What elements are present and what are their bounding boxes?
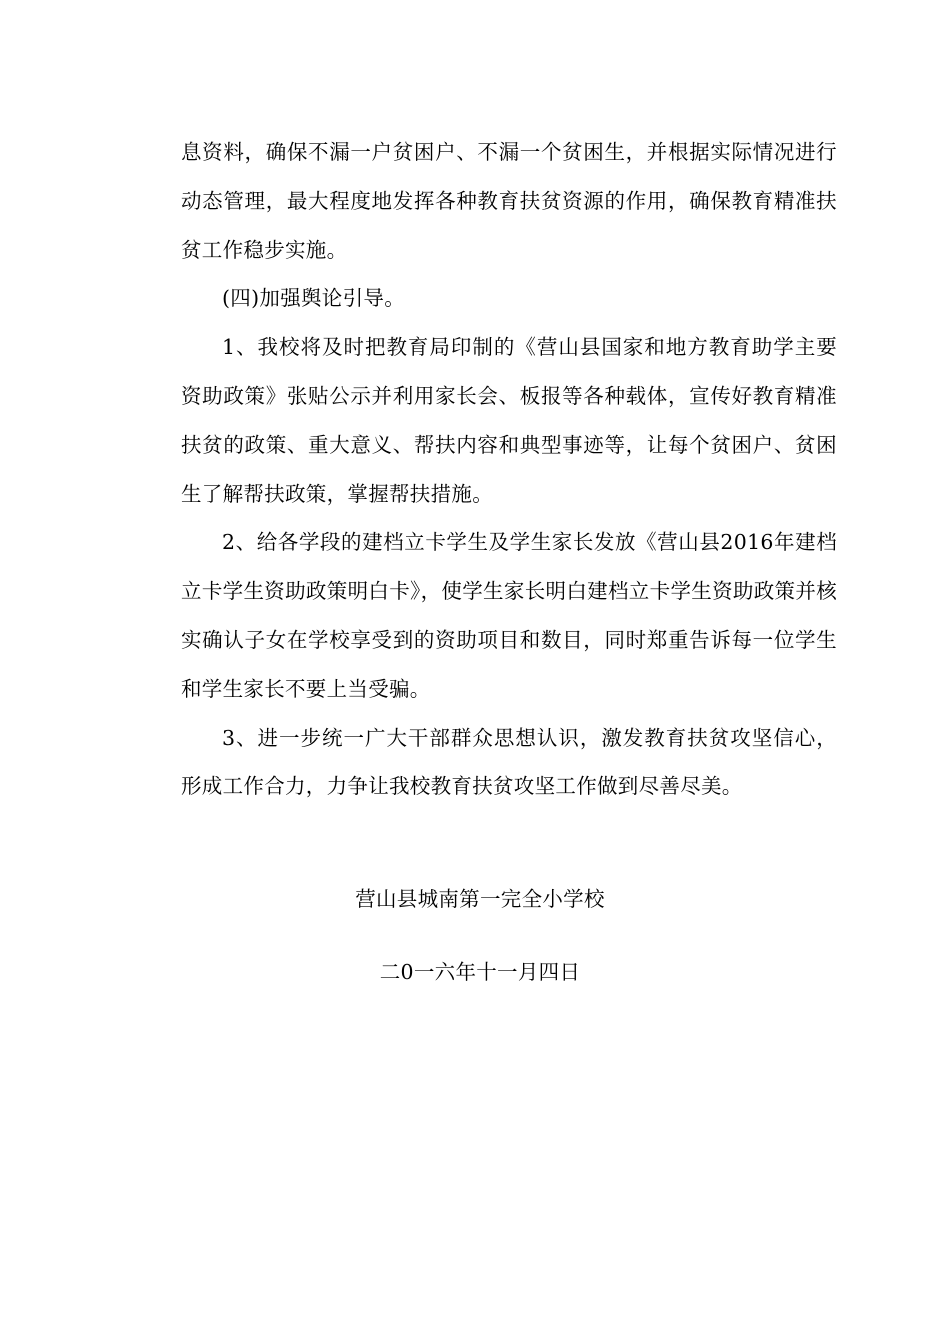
paragraph-item-3: 3、进一步统一广大干部群众思想认识，激发教育扶贫攻坚信心，形成工作合力，力争让我校教育扶贫攻坚工作做到尽善尽美。 bbox=[181, 725, 837, 799]
signature-organization: 营山县城南第一完全小学校 bbox=[355, 887, 605, 911]
document-body bbox=[181, 128, 837, 811]
paragraph-item-1: 1、我校将及时把教育局印制的《营山县国家和地方教育助学主要资助政策》张贴公示并利用家长会、板报等各种载体，宣传好教育精准扶贫的政策、重大意义、帮扶内容和典型事迹等，让每个贫困户、贫困生了解帮扶政策，掌握帮扶措施。 bbox=[181, 335, 837, 506]
paragraph-continuation: 息资料，确保不漏一户贫困户、不漏一个贫困生，并根据实际情况进行动态管理，最大程度地发挥各种教育扶贫资源的作用，确保教育精准扶贫工作稳步实施。 bbox=[181, 140, 837, 262]
signature-date: 二0一六年十一月四日 bbox=[379, 960, 581, 984]
section-heading-4: (四)加强舆论引导。 bbox=[222, 286, 405, 311]
paragraph-item-2: 2、给各学段的建档立卡学生及学生家长发放《营山县2016年建档立卡学生资助政策明白卡》，使学生家长明白建档立卡学生资助政策并核实确认子女在学校享受到的资助项目和数目，同时郑重告诉每一位学生和学生家长不要上当受骗。 bbox=[181, 530, 837, 701]
